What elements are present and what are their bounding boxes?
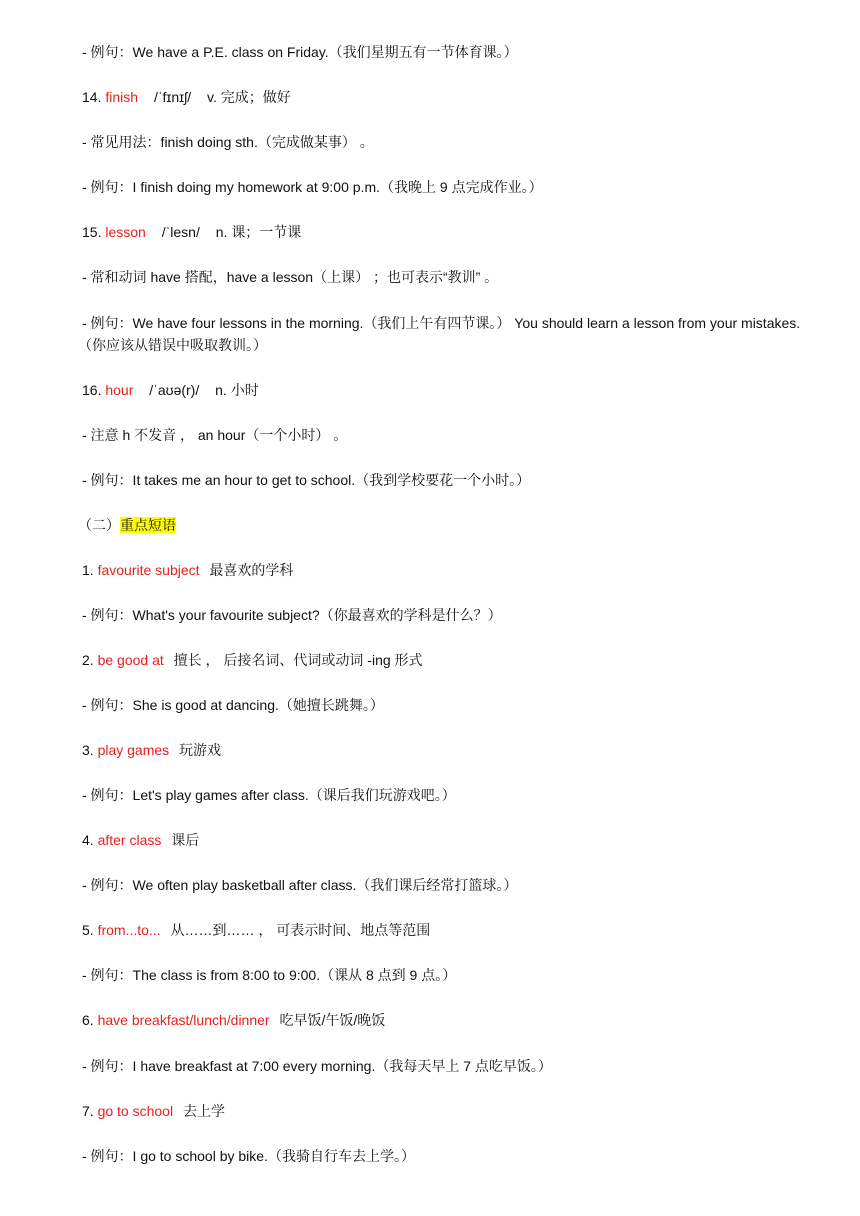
usage-note: - 常和动词 have 搭配，have a lesson（上课） ；也可表示“教训” 。 — [82, 269, 499, 285]
example-sentence: - 例句：I finish doing my homework at 9:00 p.m.（我晚上 9 点完成作业。） — [82, 179, 543, 195]
phrase-entry — [82, 830, 199, 850]
phrase: favourite subject — [97, 562, 200, 578]
part-of-speech: n. — [215, 382, 227, 398]
meaning: 擅长 ， 后接名词、代词或动词 -ing 形式 — [173, 652, 423, 668]
example-sentence: - 例句：We often play basketball after class.（我们课后经常打篮球。） — [82, 877, 518, 893]
usage-note: - 常见用法：finish doing sth.（完成做某事） 。 — [82, 134, 374, 150]
phrase-entry — [82, 1101, 225, 1121]
phrase: be good at — [97, 652, 164, 668]
vocab-word: finish — [105, 89, 139, 105]
section-title: 重点短语 — [120, 517, 176, 533]
meaning: 最喜欢的学科 — [209, 562, 294, 578]
vocab-word: lesson — [105, 224, 146, 240]
entry-number: 2. — [82, 652, 94, 668]
meaning: 玩游戏 — [179, 742, 222, 758]
meaning: 去上学 — [182, 1103, 225, 1119]
example-sentence: - 例句：She is good at dancing.（她擅长跳舞。） — [82, 697, 384, 713]
section-heading — [78, 515, 176, 535]
phrase: play games — [97, 742, 170, 758]
meaning: 完成；做好 — [220, 89, 291, 105]
phonetic: /ˈlesn/ — [161, 224, 200, 240]
phrase-entry — [82, 920, 430, 940]
phrase-entry — [82, 740, 221, 760]
example-sentence: - 例句：What's your favourite subject?（你最喜欢的学科是什么？） — [82, 607, 502, 623]
example-sentence: - 例句：I go to school by bike.（我骑自行车去上学。） — [82, 1148, 415, 1164]
meaning: 小时 — [230, 382, 259, 398]
phrase-entry — [82, 560, 293, 580]
meaning: 课；一节课 — [231, 224, 302, 240]
entry-number: 15. — [82, 224, 102, 240]
vocab-entry-finish — [82, 87, 291, 107]
entry-number: 16. — [82, 382, 102, 398]
entry-number: 14. — [82, 89, 102, 105]
meaning: 课后 — [171, 832, 200, 848]
entry-number: 7. — [82, 1103, 94, 1119]
entry-number: 5. — [82, 922, 94, 938]
meaning: 从……到…… ， 可表示时间、地点等范围 — [170, 922, 431, 938]
entry-number: 1. — [82, 562, 94, 578]
example-sentence: - 例句：Let's play games after class.（课后我们玩游戏吧。） — [82, 787, 456, 803]
part-of-speech: n. — [215, 224, 228, 240]
example-sentence: - 例句：We have four lessons in the morning.（我们上午有四节课。） You should learn a lesson from your mistakes. — [82, 315, 801, 331]
example-sentence: - 例句：The class is from 8:00 to 9:00.（课从 8 点到 9 点。） — [82, 967, 457, 983]
example-sentence: - 例句：We have a P.E. class on Friday.（我们星期五有一节体育课。） — [82, 44, 518, 60]
phrase: after class — [97, 832, 162, 848]
entry-number: 6. — [82, 1012, 94, 1028]
phrase: from...to... — [97, 922, 161, 938]
phrase-entry — [82, 650, 423, 670]
phrase: go to school — [97, 1103, 174, 1119]
phonetic: /ˈfɪnɪʃ/ — [153, 89, 192, 105]
entry-number: 4. — [82, 832, 94, 848]
vocab-word: hour — [105, 382, 134, 398]
entry-number: 3. — [82, 742, 94, 758]
part-of-speech: v. — [207, 89, 217, 105]
section-number: （二） — [78, 517, 120, 533]
phonetic: /ˈaʊə(r)/ — [149, 382, 200, 398]
usage-note: - 注意 h 不发音 ， an hour（一个小时） 。 — [82, 427, 348, 443]
vocab-entry-hour — [82, 380, 259, 400]
phrase-entry — [82, 1010, 385, 1030]
meaning: 吃早饭/午饭/晚饭 — [279, 1012, 386, 1028]
example-sentence: - 例句：I have breakfast at 7:00 every morning.（我每天早上 7 点吃早饭。） — [82, 1058, 552, 1074]
vocab-entry-lesson — [82, 222, 301, 242]
phrase: have breakfast/lunch/dinner — [97, 1012, 270, 1028]
example-sentence-continuation: （你应该从错误中吸取教训。） — [78, 337, 267, 353]
example-sentence: - 例句：It takes me an hour to get to school.（我到学校要花一个小时。） — [82, 472, 531, 488]
